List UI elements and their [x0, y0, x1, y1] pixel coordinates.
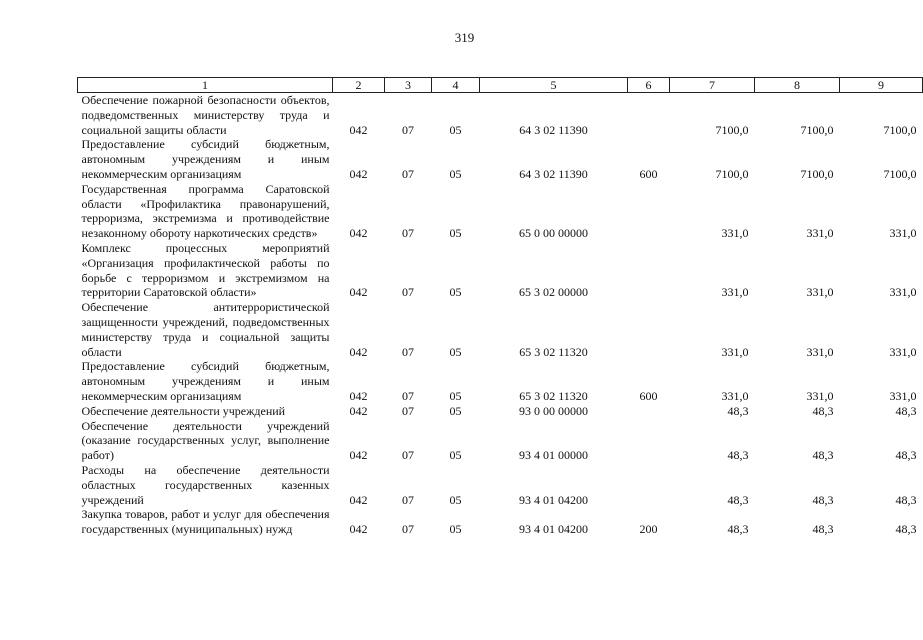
row-name: Государственная программа Саратовской области «Профилактика правонарушений, терроризма, экстремизма и противодействие незаконному обороту наркотических средств» [81, 181, 330, 241]
expense-type-code: 600 [639, 388, 658, 403]
expense-type-code [628, 419, 670, 463]
target-article-code: 65 3 02 11320 [519, 388, 588, 403]
amount-year-2: 331,0 [806, 285, 834, 300]
column-header-3: 3 [385, 78, 432, 93]
section-code: 07 [402, 448, 414, 463]
section-code: 07 [402, 285, 414, 300]
table-row [78, 182, 923, 241]
amount-year-3: 331,0 [889, 226, 917, 241]
table-row [78, 137, 923, 181]
column-header-7: 7 [670, 78, 755, 93]
section-code: 07 [402, 122, 414, 137]
amount-year-3: 48,3 [895, 522, 917, 537]
row-name: Обеспечение пожарной безопасности объектов, подведомственных министерству труда и социальной защиты области [81, 93, 330, 137]
subsection-code: 05 [449, 403, 462, 418]
ministry-code: 042 [349, 492, 368, 507]
amount-year-2: 7100,0 [800, 122, 834, 137]
ministry-code: 042 [349, 448, 368, 463]
budget-table [77, 77, 923, 537]
table-row [78, 463, 923, 507]
amount-year-2: 331,0 [806, 226, 834, 241]
subsection-code: 05 [449, 285, 462, 300]
amount-year-1: 48,3 [727, 492, 749, 507]
section-code: 07 [402, 166, 414, 181]
column-header-8: 8 [755, 78, 840, 93]
expense-type-code [628, 241, 670, 300]
ministry-code: 042 [349, 403, 368, 418]
amount-year-2: 48,3 [812, 522, 834, 537]
subsection-code: 05 [449, 344, 462, 359]
section-code: 07 [402, 226, 414, 241]
amount-year-3: 7100,0 [883, 166, 917, 181]
subsection-code: 05 [449, 522, 462, 537]
target-article-code: 93 4 01 04200 [519, 522, 588, 537]
target-article-code: 65 0 00 00000 [519, 226, 588, 241]
ministry-code: 042 [349, 285, 368, 300]
subsection-code: 05 [449, 166, 462, 181]
table-row [78, 93, 923, 138]
expense-type-code [628, 300, 670, 359]
subsection-code: 05 [449, 388, 462, 403]
target-article-code: 65 3 02 11320 [519, 344, 588, 359]
section-code: 07 [402, 522, 414, 537]
target-article-code: 93 4 01 00000 [519, 448, 588, 463]
amount-year-3: 331,0 [889, 285, 917, 300]
row-name: Предоставление субсидий бюджетным, автономным учреждениям и иным некоммерческим организациям [81, 359, 330, 403]
amount-year-1: 7100,0 [715, 122, 749, 137]
ministry-code: 042 [349, 344, 368, 359]
amount-year-2: 48,3 [812, 403, 834, 418]
expense-type-code [628, 463, 670, 507]
ministry-code: 042 [349, 166, 368, 181]
table-row [78, 241, 923, 300]
ministry-code: 042 [349, 226, 368, 241]
target-article-code: 64 3 02 11390 [519, 122, 588, 137]
subsection-code: 05 [449, 492, 462, 507]
expense-type-code: 600 [639, 166, 658, 181]
table-row [78, 419, 923, 463]
column-header-9: 9 [840, 78, 923, 93]
section-code: 07 [402, 344, 414, 359]
column-header-4: 4 [432, 78, 480, 93]
amount-year-2: 331,0 [806, 388, 834, 403]
amount-year-1: 331,0 [721, 344, 749, 359]
amount-year-3: 48,3 [895, 492, 917, 507]
table-row [78, 507, 923, 537]
amount-year-3: 48,3 [895, 448, 917, 463]
row-name: Обеспечение деятельности учреждений [81, 403, 286, 418]
row-name: Расходы на обеспечение деятельности областных государственных казенных учреждений [81, 462, 330, 507]
expense-type-code: 200 [639, 522, 658, 537]
expense-type-code [628, 404, 670, 419]
row-name: Предоставление субсидий бюджетным, автономным учреждениям и иным некоммерческим организациям [81, 137, 330, 181]
row-name: Комплекс процессных мероприятий «Организация профилактической работы по борьбе с терроризмом и экстремизмом на территории Саратовской области» [81, 240, 330, 300]
amount-year-1: 48,3 [727, 522, 749, 537]
row-name: Обеспечение деятельности учреждений (оказание государственных услуг, выполнение работ) [81, 418, 330, 463]
table-row [78, 404, 923, 419]
subsection-code: 05 [449, 122, 462, 137]
table-header [78, 78, 923, 93]
amount-year-3: 48,3 [895, 403, 917, 418]
amount-year-2: 7100,0 [800, 166, 834, 181]
amount-year-1: 48,3 [727, 448, 749, 463]
section-code: 07 [402, 403, 414, 418]
column-header-2: 2 [333, 78, 385, 93]
target-article-code: 65 3 02 00000 [519, 285, 588, 300]
expense-type-code [628, 182, 670, 241]
amount-year-1: 331,0 [721, 226, 749, 241]
table-row [78, 300, 923, 359]
target-article-code: 93 4 01 04200 [519, 492, 588, 507]
amount-year-3: 331,0 [889, 344, 917, 359]
section-code: 07 [402, 492, 414, 507]
amount-year-3: 331,0 [889, 388, 917, 403]
amount-year-1: 331,0 [721, 388, 749, 403]
amount-year-3: 7100,0 [883, 122, 917, 137]
amount-year-1: 331,0 [721, 285, 749, 300]
target-article-code: 93 0 00 00000 [519, 403, 588, 418]
column-header-1: 1 [78, 78, 333, 93]
ministry-code: 042 [349, 122, 368, 137]
target-article-code: 64 3 02 11390 [519, 166, 588, 181]
amount-year-1: 7100,0 [715, 166, 749, 181]
amount-year-1: 48,3 [727, 403, 749, 418]
ministry-code: 042 [349, 388, 368, 403]
section-code: 07 [402, 388, 414, 403]
column-header-5: 5 [480, 78, 628, 93]
subsection-code: 05 [449, 448, 462, 463]
column-header-6: 6 [628, 78, 670, 93]
table-row [78, 359, 923, 403]
amount-year-2: 48,3 [812, 448, 834, 463]
page-number: 319 [454, 30, 475, 45]
expense-type-code [628, 93, 670, 138]
table-body [78, 93, 923, 537]
subsection-code: 05 [449, 226, 462, 241]
amount-year-2: 331,0 [806, 344, 834, 359]
ministry-code: 042 [349, 522, 368, 537]
row-name: Обеспечение антитеррористической защищенности учреждений, подведомственных министерству труда и социальной защиты области [81, 300, 330, 359]
row-name: Закупка товаров, работ и услуг для обеспечения государственных (муниципальных) нужд [81, 507, 330, 537]
header-row [78, 78, 923, 93]
amount-year-2: 48,3 [812, 492, 834, 507]
